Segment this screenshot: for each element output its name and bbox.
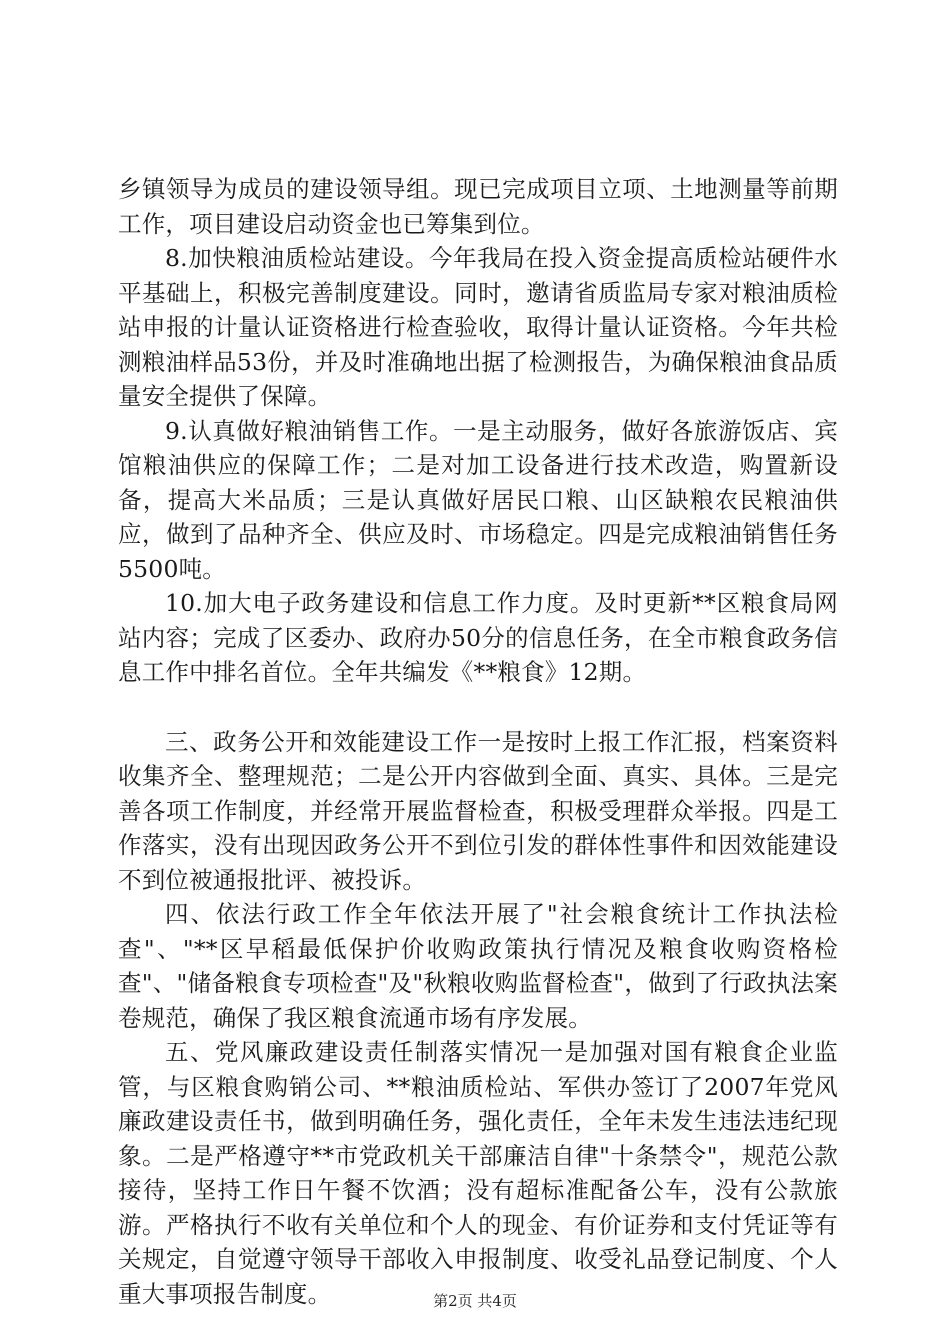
paragraph-section-5: 五、党风廉政建设责任制落实情况一是加强对国有粮食企业监管，与区粮食购销公司、**粮油质检站、军供办签订了2007年党风廉政建设责任书，做到明确任务，强化责任，全年未发生违法违纪现象。二是严格遵守**市党政机关干部廉洁自律"十条禁令"，规范公款接待，坚持工作日午餐不饮酒；没有超标准配备公车，没有公款旅游。严格执行不收有关单位和个人的现金、有价证券和支付凭证等有关规定，自觉遵守领导干部收入申报制度、收受礼品登记制度、个人重大事项报告制度。 [118,1038,838,1308]
document-body [118,172,838,1311]
paragraph-section-4: 四、依法行政工作全年依法开展了"社会粮食统计工作执法检查"、"**区早稻最低保护价收购政策执行情况及粮食收购资格检查"、"储备粮食专项检查"及"秋粮收购监督检查"，做到了行政执法案卷规范，确保了我区粮食流通市场有序发展。 [118,900,838,1032]
paragraph-item-10: 10.加大电子政务建设和信息工作力度。及时更新**区粮食局网站内容；完成了区委办、政府办50分的信息任务，在全市粮食政务信息工作中排名首位。全年共编发《**粮食》12期。 [118,589,838,686]
paragraph-section-3: 三、政务公开和效能建设工作一是按时上报工作汇报，档案资料收集齐全、整理规范；二是公开内容做到全面、真实、具体。三是完善各项工作制度，并经常开展监督检查，积极受理群众举报。四是工作落实，没有出现因政务公开不到位引发的群体性事件和因效能建设不到位被通报批评、被投诉。 [118,727,838,894]
page-footer: 第2页 共4页 [433,1292,517,1310]
section-spacer [118,690,838,725]
paragraph-item-9: 9.认真做好粮油销售工作。一是主动服务，做好各旅游饭店、宾馆粮油供应的保障工作；二是对加工设备进行技术改造，购置新设备，提高大米品质；三是认真做好居民口粮、山区缺粮农民粮油供应，做到了品种齐全、供应及时、市场稳定。四是完成粮油销售任务5500吨。 [118,416,838,583]
paragraph-continuation: 乡镇领导为成员的建设领导组。现已完成项目立项、土地测量等前期工作，项目建设启动资金也已筹集到位。 [118,175,838,238]
paragraph-item-8: 8.加快粮油质检站建设。今年我局在投入资金提高质检站硬件水平基础上，积极完善制度建设。同时，邀请省质监局专家对粮油质检站申报的计量认证资格进行检查验收，取得计量认证资格。今年共检测粮油样品53份，并及时准确地出据了检测报告，为确保粮油食品质量安全提供了保障。 [118,244,838,410]
